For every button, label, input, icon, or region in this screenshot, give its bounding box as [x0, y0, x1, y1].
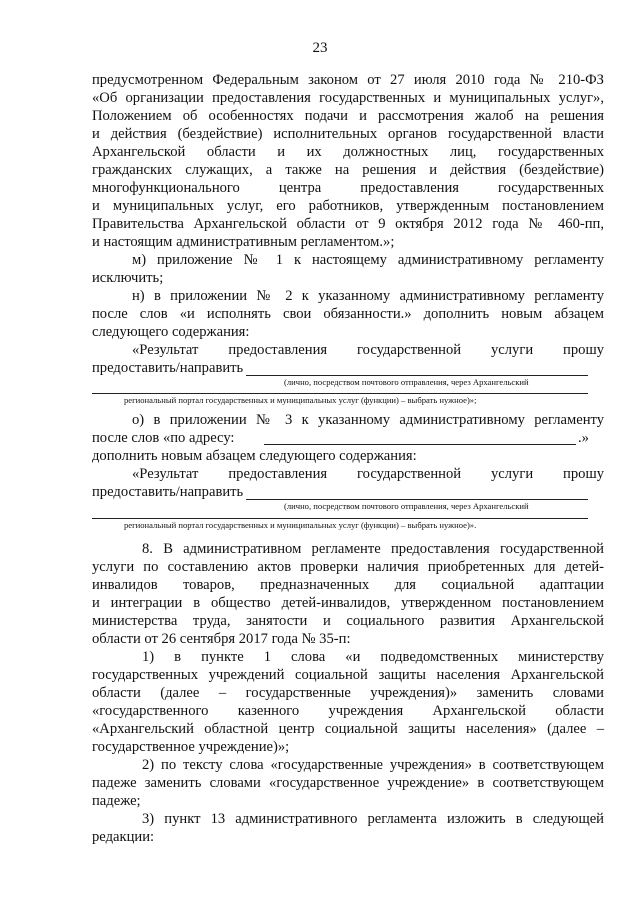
- text-line: гражданских служащих, а также на решения и действия (бездействие): [92, 162, 604, 178]
- text-line: 2) по тексту слова «государственные учреждения» в соответствующем: [142, 757, 604, 773]
- text-line: Положением об особенностях подачи и рассмотрения жалоб на решения: [92, 108, 604, 124]
- text-line: министерства труда, занятости и социального развития Архангельской: [92, 613, 604, 629]
- text-line: «Архангельский областной центр социальной защиты населения» (далее –: [92, 721, 604, 737]
- text-line: «Об организации предоставления государственных и муниципальных услуг»,: [92, 90, 604, 106]
- fill-in-line: [92, 393, 588, 394]
- fill-in-line: [246, 499, 588, 500]
- text-line: падеже;: [92, 793, 141, 809]
- text-line: государственных учреждений социальной защиты населения Архангельской: [92, 667, 604, 683]
- text-line: «государственного казенного учреждения Архангельской области: [92, 703, 604, 719]
- text-line: 3) пункт 13 административного регламента изложить в следующей: [142, 811, 604, 827]
- text-line: и муниципальных услуг, его работников, утвержденным постановлением: [92, 198, 604, 214]
- text-line: предоставить/направить: [92, 484, 244, 500]
- text-line: м) приложение № 1 к настоящему административному регламенту: [132, 252, 604, 268]
- text-line: Правительства Архангельской области от 9 октября 2012 года № 460-пп,: [92, 216, 604, 232]
- text-line: н) в приложении № 2 к указанному административному регламенту: [132, 288, 604, 304]
- text-line: редакции:: [92, 829, 155, 845]
- field-hint: (лично, посредством почтового отправления, через Архангельский: [284, 501, 529, 511]
- field-hint: региональный портал государственных и муниципальных услуг (функции) – выбрать нужное)».: [124, 520, 477, 530]
- field-hint: (лично, посредством почтового отправления, через Архангельский: [284, 377, 529, 387]
- page-number: 23: [312, 40, 328, 56]
- text-line: предусмотренном Федеральным законом от 27 июля 2010 года № 210-ФЗ: [92, 72, 604, 88]
- field-hint: региональный портал государственных и муниципальных услуг (функции) – выбрать нужное)»;: [124, 395, 477, 405]
- text-line: о) в приложении № 3 к указанному административному регламенту: [132, 412, 604, 428]
- text-line: многофункционального центра предоставления государственных: [92, 180, 604, 196]
- text-line: 1) в пункте 1 слова «и подведомственных министерству: [142, 649, 604, 665]
- fill-in-line: [264, 444, 576, 445]
- text-line: области от 26 сентября 2017 года № 35-п:: [92, 631, 351, 647]
- text-line: инвалидов товаров, предназначенных для социальной адаптации: [92, 577, 604, 593]
- text-line: государственное учреждение)»;: [92, 739, 290, 755]
- fill-in-line: [246, 375, 588, 376]
- text-line: и настоящим административным регламентом.»;: [92, 234, 395, 250]
- text-line: и действия (бездействие) исполнительных органов государственной власти: [92, 126, 604, 142]
- text-line: «Результат предоставления государственной услуги прошу: [132, 466, 604, 482]
- text-line: исключить;: [92, 270, 164, 286]
- text-line: услуги по составлению актов проверки наличия приобретенных для детей-: [92, 559, 604, 575]
- text-line: дополнить новым абзацем следующего содержания:: [92, 448, 417, 464]
- text-line: области (далее – государственные учреждения)» заменить словами: [92, 685, 604, 701]
- text-line: и интеграции в общество детей-инвалидов, утвержденном постановлением: [92, 595, 604, 611]
- text-line: после слов «и исполнять свои обязанности.» дополнить новым абзацем: [92, 306, 604, 322]
- text-line: падеже заменить словами «государственное учреждение» в соответствующем: [92, 775, 604, 791]
- text-line: «Результат предоставления государственной услуги прошу: [132, 342, 604, 358]
- text-line: .»: [578, 430, 589, 446]
- text-line: следующего содержания:: [92, 324, 250, 340]
- fill-in-line: [92, 518, 588, 519]
- text-line: после слов «по адресу:: [92, 430, 235, 446]
- text-line: предоставить/направить: [92, 360, 244, 376]
- text-line: 8. В административном регламенте предоставления государственной: [142, 541, 604, 557]
- text-line: Архангельской области и их должностных лиц, государственных: [92, 144, 604, 160]
